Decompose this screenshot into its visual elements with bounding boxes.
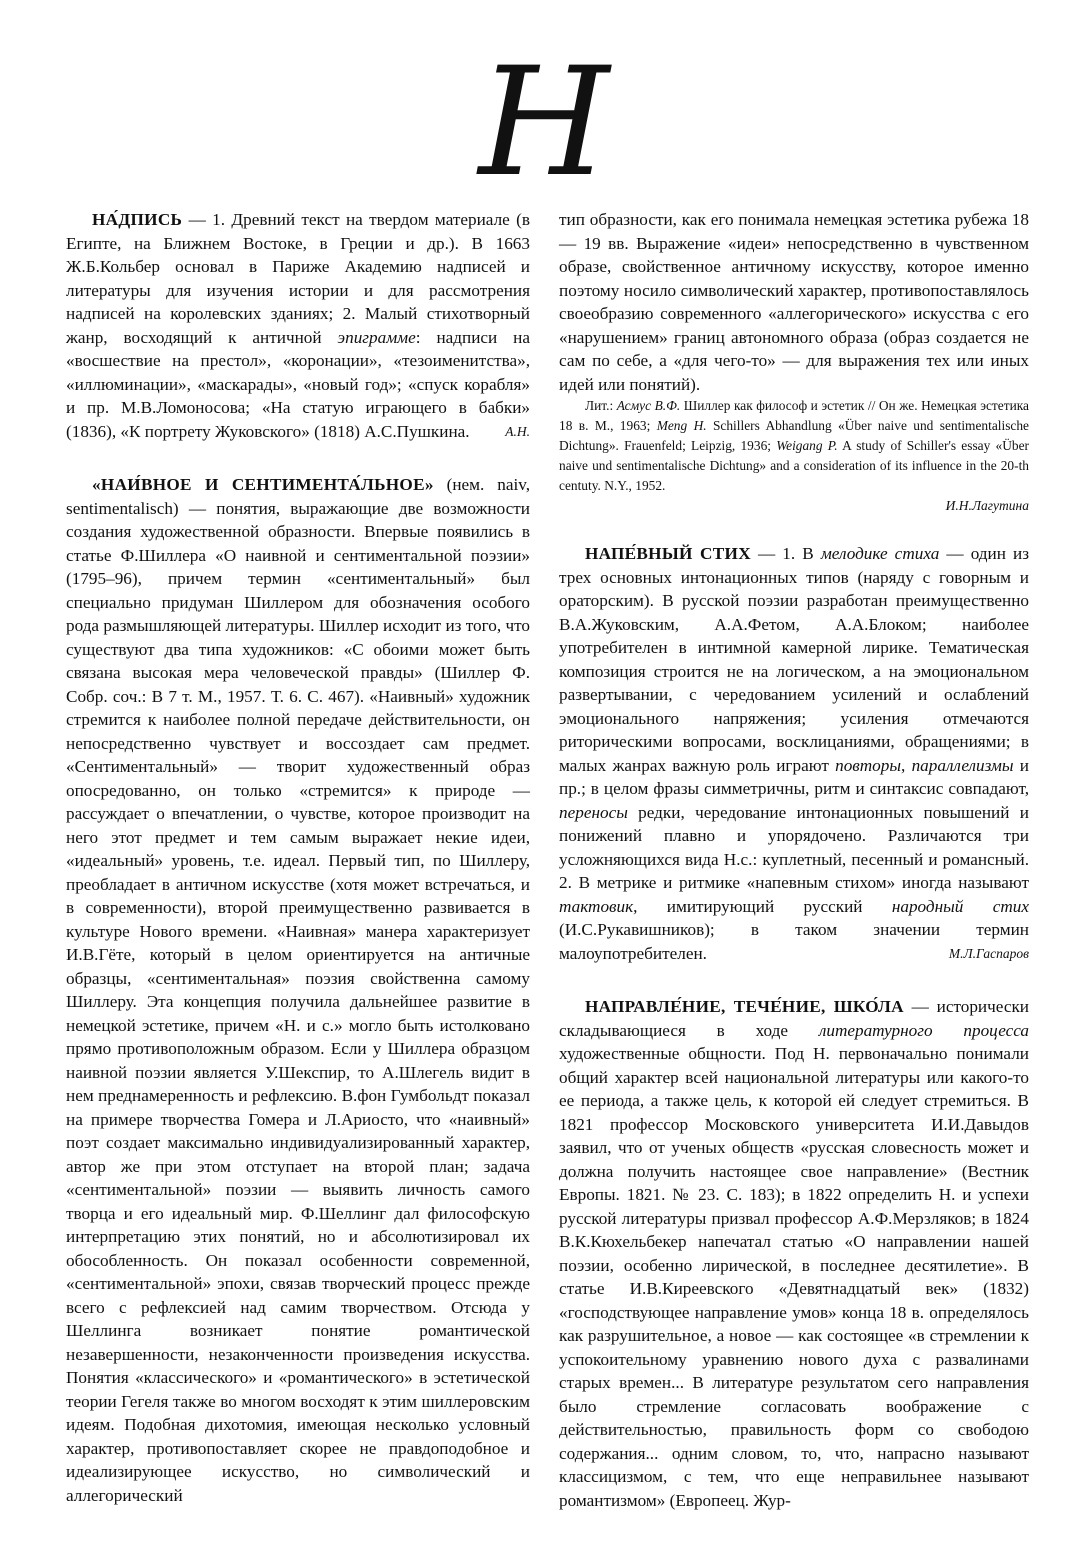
cross-reference: переносы — [559, 802, 628, 822]
lit-author: Meng H. — [656, 418, 707, 433]
cross-reference: параллелизмы — [911, 755, 1014, 775]
entry-text: — исторически складывающиеся в ходе — [559, 997, 1029, 1040]
entry-napevny — [559, 542, 1029, 965]
entry-napravlenie — [559, 995, 1029, 1512]
cross-reference: тактовик — [559, 896, 634, 916]
lit-title: Шиллер как философ и эстетик // Он же. Немецкая эстетика 18 в. М., 1963; — [559, 398, 1029, 433]
entry-text: — 1. Древний текст на твердом материале (в Египте, на Ближнем Востоке, в Греции и др.). В 1663 Ж.Б.Кольбер основал в Париже Академию надписей и литературы для изучения истории и для рассмотрения надписей на королевских зданиях; 2. Малый стихотворный жанр, восходящий к античной — [66, 210, 530, 347]
entry-text: , — [901, 755, 912, 775]
entry-headword: «НАИ́ВНОЕ И СЕНТИМЕНТА́ЛЬНОЕ» — [92, 475, 434, 494]
section-letter: Н — [478, 36, 610, 210]
cross-reference: эпиграмме — [337, 327, 416, 347]
literature-label: Лит.: — [585, 398, 614, 413]
entry-text: : надписи на «восшествие на престол», «коронации», «тезоименитства», «иллюминации», «маскарады», «новый год»; «спуск корабля» и пр. М.В.Ломоносова; «На статую играющего в бабки» (1836), «К портрету Жуковского» (1818) А.С.Пушкина. — [66, 327, 530, 441]
cross-reference: повторы — [835, 755, 901, 775]
entry-text: редки, чередование интонационных повышений и понижений плавно и упорядочено. Различаются три усложняющихся вида Н.с.: куплетный, песенный и романсный. 2. В метрике и ритмике «напевным стихом» иногда называют — [559, 802, 1029, 892]
right-column — [559, 208, 1029, 1512]
entry-text: — один из трех основных интонационных типов (наряду с говорным и ораторским). В русской поэзии разработан преимущественно В.А.Жуковским, А.А.Фетом, А.А.Блоком; наиболее употребителен в интимной камерной лирике. Тематическая композиция строится не на логическом, а на эмоциональном развертывании, с чередованием усилений и ослаблений эмоционального напряжения; усиления отмечаются риторическими вопросами, восклицаниями, обращениями; в малых жанрах важную роль играют — [559, 544, 1030, 775]
cross-reference: мелодике стиха — [820, 544, 940, 563]
literature-list — [559, 396, 1029, 496]
entry-headword: НА́ДПИСЬ — [92, 210, 183, 229]
author-signature: А.Н. — [505, 423, 530, 439]
lit-title: Schillers Abhandlung «Über naive und sentimentalische Dichtung». Frauenfeld; Leipzig, 1936; — [559, 418, 1029, 453]
entry-text: художественные общности. Под Н. первоначально понимали общий характер всей национальной литературы или какого-то ее периода, а также цель, к которой ей следует стремиться. В 1821 профессор Московского университета И.И.Давыдов заявил, что от ученых обществ «русская словесность может и должна получить настоящее свое направление» (Вестник Европы. 1821. № 23. С. 183); в 1822 определить Н. и успехи русской литературы призвал профессор А.Ф.Мерзляков; в 1824 В.К.Кюхельбекер напечатал статью «О направлении нашей поэзии, особенно лирической, в последнее десятилетие». В статье И.В.Киреевского «Девятнадцатый век» (1832) «господствующее направление умов» конца 18 в. определялось как разрушительное, а новое — как состоящее «в стремлении к успокоительному уравнению нового духа с развалинами старых времен... В литературе результатом сего направления было стремление согласовать воображение с действительностью, правильность форм со свободою содержания... одним словом, то, что, напрасно называют классицизмом, с тем, что еще неправильнее называют романтизмом» (Европеец. Жур- — [559, 1044, 1029, 1510]
entry-naivnoe — [66, 473, 530, 1507]
entry-text: , имитирующий русский — [633, 896, 892, 916]
entry-headword: НАПЕ́ВНЫЙ СТИХ — [585, 544, 751, 563]
left-column — [66, 208, 530, 1507]
entry-nadpis — [66, 208, 530, 443]
entry-continuation: тип образности, как его понимала немецкая эстетика рубежа 18 — 19 вв. Выражение «идеи» непосредственно в чувственном образе, свойственное античному искусству, которое именно поэтому носило символический характер, противопоставлялось своеобразию современного «аллегорического» искусства с его «нарушением» границ автономного образа (образ создается не сам по себе, а «для чего-то» — для выражения тех или иных идей или понятий). — [559, 210, 1029, 394]
entry-text: (нем. naiv, sentimentalisch) — понятия, выражающие две возможности создания художественной образности. Впервые появились в статье Ф.Шиллера «О наивной и сентиментальной поэзии» (1795–96), причем термин «сентиментальный» был специально придуман Шиллером для обозначения особого рода размышляющей литературы. Шиллер исходит из того, что существуют два типа художников: «С обоими может быть связана высокая мера человеческой правды» (Шиллер Ф. Собр. соч.: В 7 т. М., 1957. Т. 6. С. 467). «Наивный» художник стремится к наиболее полной передаче действительности, он непосредственно чувствует и воссоздает сам предмет. «Сентиментальный» — творит художественный образ опосредованно, он только «стремится» к природе — рассуждает о впечатлении, о чувстве, которое производит на него этот предмет и тем самым выражает некие идеи, «идеальный» уровень, т.е. идеал. Первый тип, по Шиллеру, преобладает в античном искусстве (хотя может встречаться, и в современности), второй преимущественно развивается в культуре Нового времени. «Наивная» манера характеризует И.В.Гёте, который в целом ориентируется на античные образцы, «сентиментальная» поэзия свойственна самому Шиллеру. Эта концепция получила дальнейшее развитие в немецкой эстетике, причем «Н. и с.» могло быть истолковано прямо противоположным образом. Если у Шиллера образцом наивной поэзии является У.Шекспир, то А.Шлегель видит в нем преднамеренность и рефлексию. В.фон Гумбольдт показал на примере творчества Гомера и Л.Ариосто, что «наивный» поэт создает максимально индивидуализированный характер, автор же при этом отступает на второй план; задача «сентиментальной» поэзии — выявить личность самого творца и его идеальный мир. Ф.Шеллинг дал философскую интерпретацию этих понятий, но и абсолютизировал их обособленность. Он показал особенности современной, «сентиментальной» эпохи, связав творческий процесс прежде всего с рефлексией над самим творчеством. Отсюда у Шеллинга возникает понятие романтической незавершенности, незаконченности произведения искусства. Понятия «классического» и «романтического» в эстетической теории Гегеля также во многом восходят к этим шиллеровским идеям. Подобная дихотомия, имеющая несколько условный характер, противопоставляет скорее не правдоподобное и идеализирующее искусство, но символический и аллегорический — [66, 475, 530, 1505]
lit-title: A study of Schiller's essay «Über naive und sentimentalische Dichtung» and a consideration of its influence in the 20-th centuty. N.Y., 1952. — [559, 438, 1029, 493]
author-signature: И.Н.Лагутина — [945, 498, 1029, 513]
cross-reference: народный стих — [891, 896, 1029, 916]
lit-author: Weigang P. — [776, 438, 838, 453]
entry-text: — 1. В — [750, 544, 821, 563]
entry-text: и пр.; в целом фразы симметричны, ритм и синтаксис совпадают, — [559, 755, 1029, 798]
cross-reference: литературного процесса — [818, 1020, 1030, 1040]
lit-author: Асмус В.Ф. — [616, 398, 681, 413]
author-signature: М.Л.Гаспаров — [948, 945, 1029, 961]
entry-text: (И.С.Рукавишников); в таком значении термин малоупотребителен. — [559, 920, 1029, 963]
entry-headword: НАПРАВЛЕ́НИЕ, ТЕЧЕ́НИЕ, ШКО́ЛА — [585, 997, 904, 1016]
